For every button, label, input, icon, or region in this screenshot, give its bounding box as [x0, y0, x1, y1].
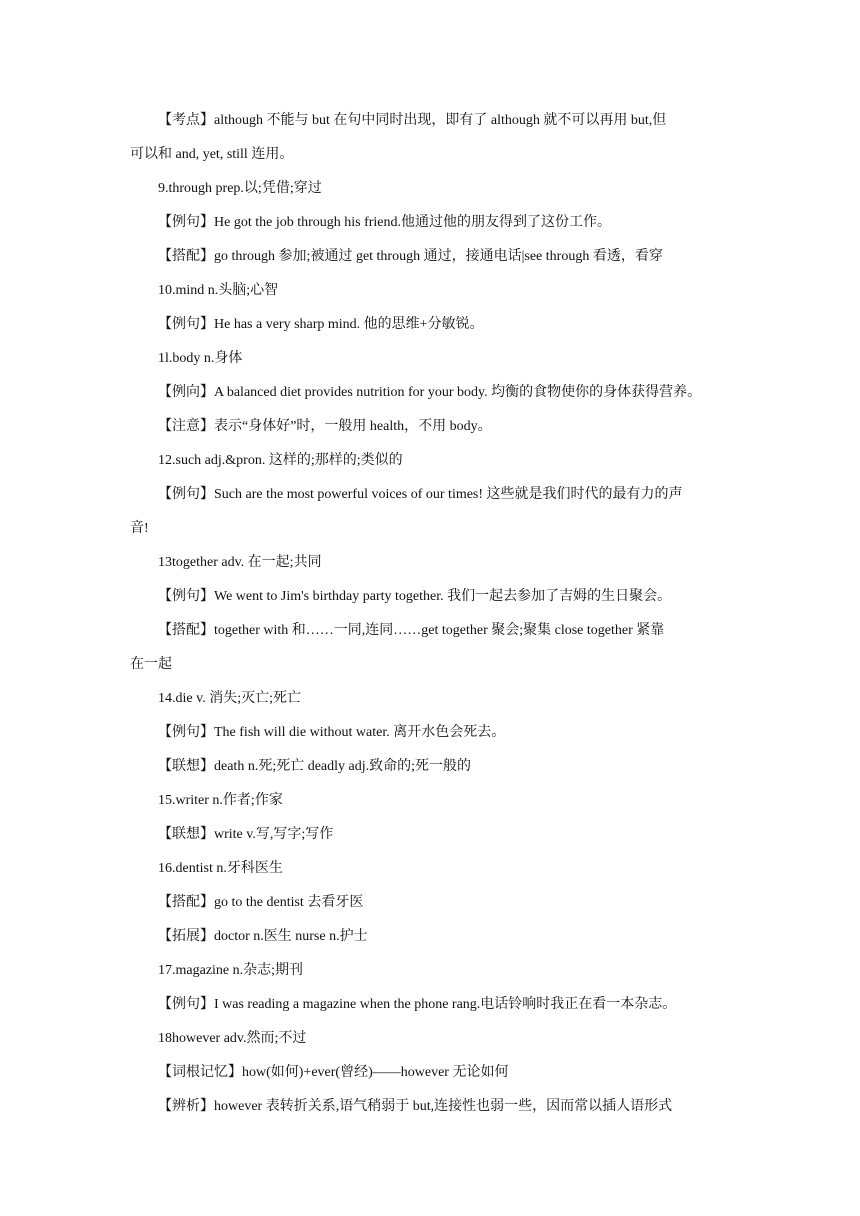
text-line: 【拓展】doctor n.医生 nurse n.护士 [158, 929, 368, 944]
text-line: 【考点】although 不能与 but 在句中同时出现，即有了 although 就不可以再用 but,但 [158, 113, 667, 128]
text-line: 14.die v. 消失;灭亡;死亡 [158, 691, 301, 706]
text-line: 【例向】A balanced diet provides nutrition for your body. 均衡的食物使你的身体获得营养。 [158, 385, 702, 400]
text-line: 【词根记忆】how(如何)+ever(曾经)——however 无论如何 [158, 1065, 509, 1080]
text-line: 15.writer n.作者;作家 [158, 793, 283, 808]
text-line: 【例句】I was reading a magazine when the phone rang.电话铃响时我正在看一本杂志。 [158, 997, 677, 1012]
text-line: 【例句】The fish will die without water. 离开水色会死去。 [158, 725, 506, 740]
text-line: 【搭配】go through 参加;被通过 get through 通过，接通电话|see through 看透，看穿 [158, 249, 663, 264]
text-line: 【搭配】go to the dentist 去看牙医 [158, 895, 364, 910]
text-line: 16.dentist n.牙科医生 [158, 861, 283, 876]
text-line: 【注意】表示“身体好”时，一般用 health，不用 body。 [158, 419, 492, 434]
document-body [130, 108, 730, 1128]
text-line: 13together adv. 在一起;共同 [158, 555, 322, 570]
text-line: 【辨析】however 表转折关系,语气稍弱于 but,连接性也弱一些，因而常以插人语形式 [158, 1099, 673, 1114]
text-line: 【例句】We went to Jim's birthday party together. 我们一起去参加了吉姆的生日聚会。 [158, 589, 672, 604]
text-line: 【例句】Such are the most powerful voices of our times! 这些就是我们时代的最有力的声 [158, 487, 683, 502]
text-line: 10.mind n.头脑;心智 [158, 283, 279, 298]
text-line: 【例句】He got the job through his friend.他通过他的朋友得到了这份工作。 [158, 215, 612, 230]
text-line: 可以和 and, yet, still 连用。 [130, 147, 294, 162]
text-line: 【联想】death n.死;死亡 deadly adj.致命的;死一般的 [158, 759, 472, 774]
text-line: 1l.body n.身体 [158, 351, 243, 366]
text-line: 【搭配】together with 和……一同,连同……get together 聚会;聚集 close together 紧靠 [158, 623, 665, 638]
text-line: 【例句】He has a very sharp mind. 他的思维+分敏锐。 [158, 317, 484, 332]
text-line: 音! [130, 521, 149, 536]
text-line: 在一起 [130, 657, 172, 672]
text-line: 9.through prep.以;凭借;穿过 [158, 181, 322, 196]
text-line: 18however adv.然而;不过 [158, 1031, 307, 1046]
text-line: 12.such adj.&pron. 这样的;那样的;类似的 [158, 453, 403, 468]
text-line: 17.magazine n.杂志;期刊 [158, 963, 304, 978]
text-line: 【联想】write v.写,写字;写作 [158, 827, 334, 842]
